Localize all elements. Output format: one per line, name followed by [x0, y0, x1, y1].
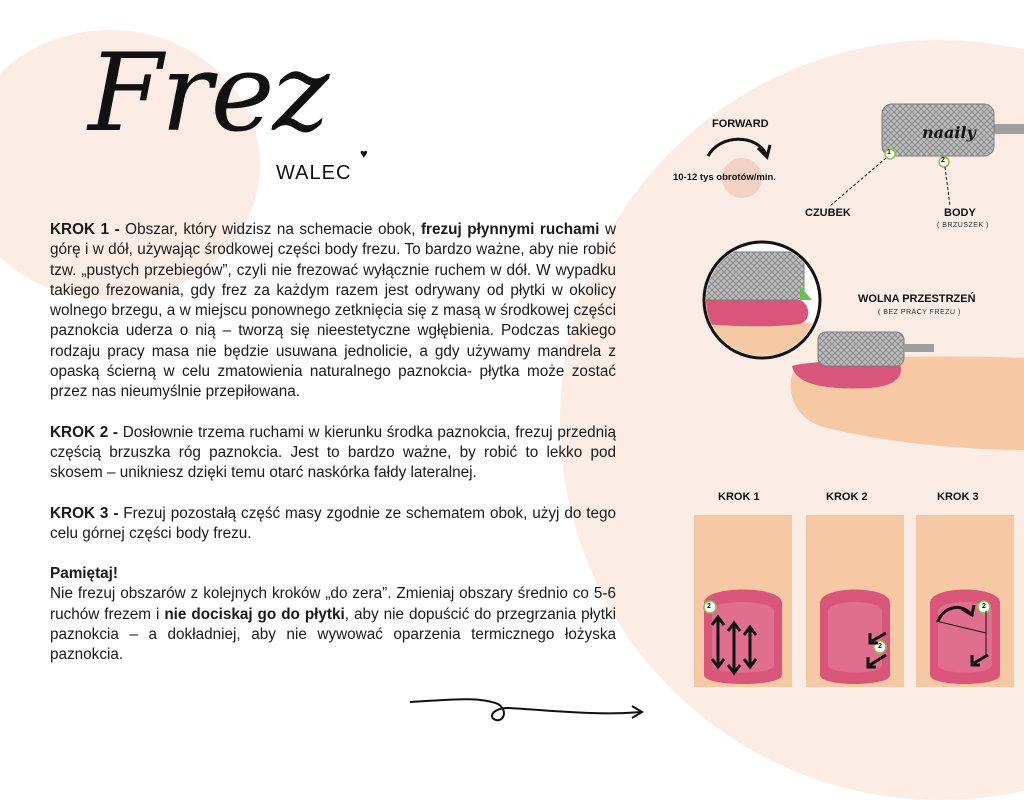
krok1-label: KROK 1 -: [50, 221, 120, 238]
krok3-paragraph: [50, 504, 616, 545]
step-3-nail: [916, 515, 1014, 687]
swoosh-arrow-icon: [408, 690, 648, 730]
step-3-marker: 2: [982, 603, 986, 610]
body-sublabel: ( BRZUSZEK ): [937, 222, 989, 229]
speed-label: 10-12 tys obrotów/min.: [673, 172, 776, 183]
remember-text1: Nie frezuj obszarów z kolejnych kroków „do zera”. Zmieniaj obszary średnio co 5-6 ruchów frezem i: [50, 585, 616, 623]
gap-label: WOLNA PRZESTRZEŃ: [858, 293, 976, 305]
instructions-text: [50, 220, 616, 686]
step-1-marker: 2: [707, 603, 711, 610]
bit-brand-text: naaily: [922, 123, 976, 142]
krok1-paragraph: [50, 220, 616, 403]
marker-2-text: 2: [941, 157, 945, 164]
step-1-nail: [694, 515, 792, 687]
krok3-text: Frezuj pozostałą część masy zgodnie ze schematem obok, użyj do tego celu górnej części body frezu.: [50, 504, 617, 542]
remember-title: Pamiętaj!: [50, 565, 119, 583]
page-subtitle: WALEC: [276, 162, 352, 184]
remember-text2: , aby nie dopuścić do przegrzania płytki paznokcia – a dokładniej, aby nie wywować oparzenia termicznego łożyska paznokcia.: [50, 605, 617, 664]
body-label: BODY: [944, 207, 976, 219]
krok1-bold: frezuj płynnymi ruchami: [420, 221, 600, 238]
step-2-nail: [806, 515, 904, 687]
krok1-text2: w górę i w dół, używając środkowej części body frezu. To bardzo ważne, aby nie robić tzw. „pustych przebiegów”, czyli nie frezować wyłącznie ruchem w dół. W wypadku takiego frezowania, gdy frez za każdym razem jest odrywany od płytki w okolicy wolnego brzegu, a w miejscu ponownego zetknięcia się z masą w środkowej części paznokcia uderza o nią – tworzą się nieestetyczne wgłębienia. Podczas takiego rodzaju pracy masa nie będzie usuwana jednolicie, a gdy używamy mandrela z opaską ścierną w celu zmatowienia naturalnego paznokcia- płytka może zostać przez nas nieumyślnie przepiłowana.: [50, 221, 616, 401]
tip-label: CZUBEK: [805, 207, 851, 219]
krok2-text: Dosłownie trzema ruchami w kierunku środka paznokcia, frezuj przednią częścią brzuszka róg paznokcia. Jest to bardzo ważne, by robić to lekko pod skosem – unikniesz dzięki temu otarć naskórka fałdy lateralnej.: [50, 423, 616, 482]
step-3-label: KROK 3: [937, 491, 979, 503]
finger-illustration: [700, 236, 1024, 456]
remember-bold: nie dociskaj go do płytki: [164, 605, 345, 623]
marker-1-text: 1: [887, 149, 891, 156]
step-1-label: KROK 1: [718, 491, 760, 503]
krok2-paragraph: [50, 423, 616, 484]
rotation-arrow-icon: [700, 130, 780, 200]
krok3-label: KROK 3 -: [50, 504, 119, 522]
krok2-label: KROK 2 -: [50, 423, 119, 441]
gap-sublabel: ( BEZ PRACY FREZU ): [878, 309, 961, 316]
krok1-text1: Obszar, który widzisz na schemacie obok,: [119, 221, 421, 238]
page-title: Frez: [88, 31, 328, 156]
heart-icon: ♥: [360, 146, 368, 161]
bit-markers: [800, 148, 960, 210]
step-2-marker: 2: [878, 643, 882, 650]
forward-label: FORWARD: [712, 118, 769, 130]
remember-paragraph: [50, 584, 616, 665]
step-2-label: KROK 2: [826, 491, 868, 503]
